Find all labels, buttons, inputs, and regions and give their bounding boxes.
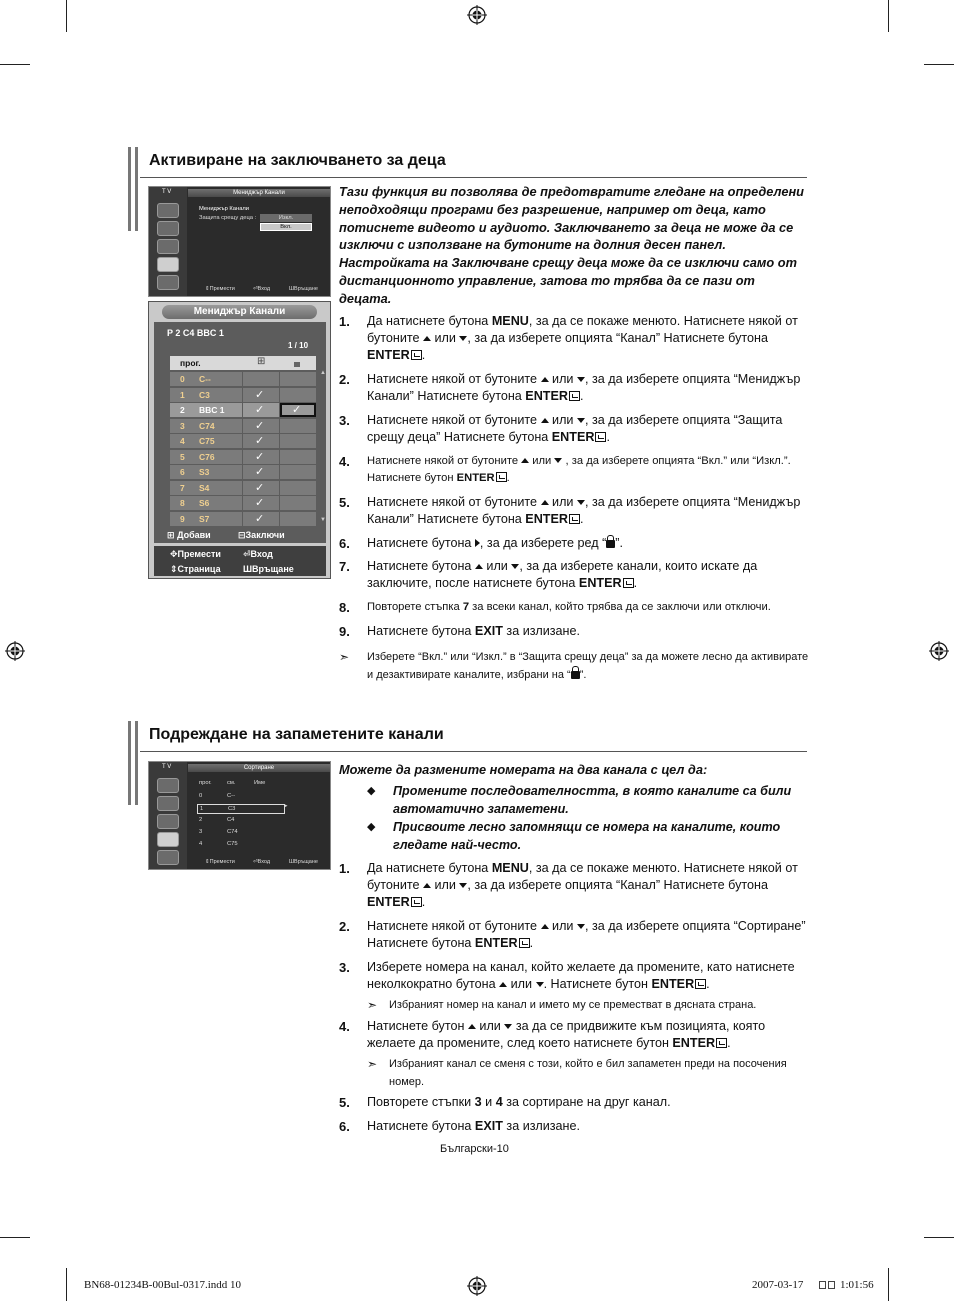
osd-menu-title: Мениджър Канали <box>199 206 250 212</box>
channel-name: C74 <box>227 829 238 835</box>
sort-row[interactable] <box>197 840 285 850</box>
channel-number: 0 <box>180 374 185 384</box>
channel-row[interactable] <box>170 434 316 448</box>
bullet-text: Промените последователността, в която каналите са били автоматично запаметени. <box>393 784 792 816</box>
step-text: Натиснете бутона или , за да изберете канали, които искате да заключите, после натиснете бутона ENTER . <box>367 559 758 590</box>
move-icon: ⇕ <box>205 286 210 292</box>
step-text: Натиснете бутона , за да изберете ред “ ”. <box>367 536 623 550</box>
scroll-up-icon[interactable]: ▲ <box>320 370 326 376</box>
setup-menu-icon <box>157 832 179 847</box>
footer-file: BN68-01234B-00Bul-0317.indd 10 <box>84 1279 242 1291</box>
osd-list-footer <box>154 546 326 576</box>
step-number: 6. <box>339 536 350 551</box>
note-arrow-icon: ➣ <box>367 998 378 1012</box>
section-title-bar-stripe <box>131 147 135 231</box>
osd-sort-menu <box>148 761 331 870</box>
add-check-icon[interactable]: ✓ <box>255 419 265 432</box>
add-column-icon: ⊞ <box>257 356 266 367</box>
osd-footer-enter: Вход <box>257 859 271 865</box>
osd-footer-return: Връщане <box>294 859 318 865</box>
osd-child-lock-label: Защита срещу деца : <box>199 215 257 221</box>
step-number: 8. <box>339 600 350 615</box>
step-text: Да натиснете бутона MENU, за да се покаже менюто. Натиснете някой от бутоните или , за да изберете опцията “Канал” Натиснете бутона ENTER . <box>367 314 798 362</box>
lock-column-icon <box>294 362 300 367</box>
channel-number: 6 <box>180 467 185 477</box>
channel-name: BBC 1 <box>199 405 225 415</box>
channel-name: C74 <box>199 420 215 431</box>
channel-row[interactable] <box>170 450 316 464</box>
crop-mark <box>66 0 67 32</box>
channel-number: 1 <box>200 806 204 812</box>
osd-col-name: Име <box>254 780 266 786</box>
bullet-text: Присвоите лесно запомнящи се номера на каналите, които гледате най-често. <box>393 820 781 852</box>
setup-menu-icon <box>157 257 179 272</box>
move-right-icon: ▸ <box>285 803 288 809</box>
crop-mark <box>0 64 30 65</box>
step-text: Да натиснете бутона MENU, за да се покаже менюто. Натиснете някой от бутоните или , за да изберете опцията “Канал” Натиснете бутона ENTER . <box>367 861 798 909</box>
channel-row[interactable] <box>170 372 316 386</box>
add-check-icon[interactable]: ✓ <box>255 497 265 509</box>
step-text: Повторете стъпки 3 и 4 за сортиране на друг канал. <box>367 1095 671 1109</box>
step-number: 2. <box>339 919 350 934</box>
scroll-down-icon[interactable]: ▼ <box>320 517 326 523</box>
sort-row[interactable] <box>197 792 285 802</box>
channel-row[interactable] <box>170 496 316 510</box>
move-icon: ⇕ <box>205 859 210 865</box>
input-menu-icon <box>157 275 179 290</box>
channel-row[interactable] <box>170 481 316 495</box>
diamond-bullet-icon: ◆ <box>367 821 376 833</box>
sort-row[interactable] <box>197 816 285 826</box>
section-rule <box>140 177 807 178</box>
osd-footer-enter: Вход <box>257 286 271 292</box>
osd-option-on[interactable]: Вкл. <box>260 223 312 231</box>
note-text: Избраният канал се сменя с този, който е бил запаметен преди на посочения номер. <box>389 1058 787 1088</box>
channel-number: 9 <box>180 513 185 524</box>
channel-name: S4 <box>199 482 210 493</box>
step-number: 2. <box>339 372 350 387</box>
page-number: Български-10 <box>440 1143 509 1155</box>
crop-mark <box>66 1268 67 1301</box>
section-title-bar-stripe <box>131 721 135 805</box>
channel-name: C76 <box>199 451 215 462</box>
step-number: 1. <box>339 861 350 876</box>
osd-footer-move: Премести <box>209 286 235 292</box>
registration-mark-icon <box>5 641 25 661</box>
osd-header: Мениджър Канали <box>188 189 330 197</box>
enter-icon: ⏎ <box>253 859 258 865</box>
step-number: 3. <box>339 413 350 428</box>
osd-channel-manager-list <box>148 301 331 579</box>
add-check-icon[interactable]: ✓ <box>255 435 265 447</box>
footer-glyph-box <box>828 1281 835 1289</box>
step-text: Натиснете бутона EXIT за излизане. <box>367 1119 580 1133</box>
channel-name: S3 <box>199 467 210 477</box>
crop-mark <box>888 1268 889 1301</box>
step-text: Натиснете някой от бутоните или , за да изберете опцията “Мениджър Канали” Натиснете бутона ENTER . <box>367 372 801 403</box>
step-text: Повторете стъпка 7 за всеки канал, който трябва да се заключи или отключи. <box>367 601 771 613</box>
step-text: Изберете номера на канал, който желаете да промените, като натиснете неколкократно бутона или . Натиснете бутон ENTER . <box>367 960 795 991</box>
note-arrow-icon: ➣ <box>367 1057 378 1071</box>
channel-row[interactable] <box>170 403 316 417</box>
channel-number: 3 <box>180 420 185 431</box>
add-icon: ⊞ <box>167 530 175 540</box>
step-number: 5. <box>339 1095 350 1110</box>
crop-mark <box>888 0 889 32</box>
osd-channel-manager-menu <box>148 186 331 297</box>
channel-number: 5 <box>180 451 185 462</box>
step-number: 6. <box>339 1119 350 1134</box>
channel-row[interactable] <box>170 388 316 402</box>
step-text: Натиснете бутон или за да се придвижите към позицията, която желаете да промените, след което натиснете бутон ENTER . <box>367 1019 766 1050</box>
channel-name: S6 <box>199 498 210 508</box>
sort-row[interactable] <box>197 804 285 814</box>
input-menu-icon <box>157 850 179 865</box>
step-text: Натиснете бутона EXIT за излизане. <box>367 624 580 638</box>
channel-name: C4 <box>227 817 235 823</box>
channel-number: 8 <box>180 498 185 508</box>
osd-current-channel: P 2 C4 BBC 1 <box>167 328 224 338</box>
crop-mark <box>924 1237 954 1238</box>
osd-list-header <box>170 356 316 370</box>
osd-header: Сортиране <box>188 764 330 772</box>
channel-number: 0 <box>199 793 203 799</box>
crop-mark <box>0 1237 30 1238</box>
channel-name: C75 <box>199 436 215 446</box>
osd-tv-label: T V <box>162 764 172 770</box>
section-rule <box>140 751 807 752</box>
registration-mark-icon <box>929 641 949 661</box>
add-check-icon[interactable]: ✓ <box>255 466 265 478</box>
move-icon: ✥ <box>170 549 178 559</box>
step-number: 5. <box>339 495 350 510</box>
step-text: Натиснете някой от бутоните или , за да изберете опцията “Вкл.” или “Изкл.”. Натиснете бутон ENTER . <box>367 455 791 484</box>
crop-mark <box>924 64 954 65</box>
channel-number: 3 <box>199 829 203 835</box>
step-number: 1. <box>339 314 350 329</box>
add-check-icon[interactable]: ✓ <box>255 481 265 494</box>
osd-col-prog: прог. <box>199 780 212 786</box>
add-check-icon[interactable]: ✓ <box>255 404 265 416</box>
channel-name: C-- <box>199 374 211 384</box>
channel-row[interactable] <box>170 419 316 433</box>
footer-date: 2007-03-17 <box>752 1279 804 1291</box>
channel-number: 4 <box>180 436 185 446</box>
return-icon: Ш <box>289 859 295 865</box>
channel-number: 2 <box>180 405 185 415</box>
section-title-child-lock: Активиране на заключването за деца <box>149 152 446 169</box>
step-text: Натиснете някой от бутоните или , за да изберете опцията “Сортиране” Натиснете бутона ENTER . <box>367 919 806 950</box>
osd-move: Премести <box>177 549 221 559</box>
osd-return: Връщане <box>252 564 294 574</box>
osd-tv-label: T V <box>162 189 172 195</box>
section1-note-text: Изберете “Вкл.” или “Изкл.” в “Защита срещу деца” за да можете лесно да активирате и дезактивирате каналите, избрани на “ ”. <box>367 651 809 681</box>
add-check-icon[interactable]: ✓ <box>255 450 265 463</box>
page-icon: ⇕ <box>170 564 178 574</box>
osd-col-swap: см. <box>227 780 236 786</box>
osd-list-panel <box>154 322 326 543</box>
channel-row[interactable] <box>170 512 316 526</box>
picture-menu-icon <box>157 203 179 218</box>
return-icon: Ш <box>243 564 253 574</box>
channel-menu-icon <box>157 239 179 254</box>
osd-col-prog: прог. <box>180 358 201 368</box>
osd-page-indicator: 1 / 10 <box>288 341 309 350</box>
channel-name: C3 <box>228 806 236 812</box>
sort-row[interactable] <box>197 828 285 838</box>
footer-glyph-box <box>819 1281 826 1289</box>
channel-row[interactable] <box>170 465 316 479</box>
picture-menu-icon <box>157 778 179 793</box>
note-arrow-icon: ➣ <box>339 650 350 664</box>
osd-option-off[interactable]: Изкл. <box>260 214 312 222</box>
lock-check-icon[interactable]: ✓ <box>292 404 302 416</box>
channel-name: C75 <box>227 841 238 847</box>
step-text: Натиснете някой от бутоните или , за да изберете опцията “Защита срещу деца” Натиснете бутона ENTER . <box>367 413 783 444</box>
lock-icon: ⊟ <box>238 530 246 540</box>
osd-lock-label: Заключи <box>245 530 285 540</box>
step-number: 4. <box>339 1019 350 1034</box>
osd-footer-move: Премести <box>209 859 235 865</box>
diamond-bullet-icon: ◆ <box>367 785 376 797</box>
step-number: 7. <box>339 559 350 574</box>
add-check-icon[interactable]: ✓ <box>255 512 265 525</box>
channel-number: 2 <box>199 817 203 823</box>
note-text: Избраният номер на канал и името му се преместват в дясната страна. <box>389 999 757 1011</box>
osd-footer-return: Връщане <box>294 286 318 292</box>
channel-name: S7 <box>199 513 210 524</box>
step-number: 4. <box>339 454 350 469</box>
section-title-sort: Подреждане на запаметените канали <box>149 726 444 743</box>
enter-icon: ⏎ <box>243 549 251 559</box>
section1-intro: Тази функция ви позволява де предотвратите гледане на определени неподходящи програми без разрешение, например от деца, като потиснете видеото и аудиото. Заключването за деца не може да се изключи с използване на бутоните на долния десен панел. Настройката на Заключване срещу деца може да се изключи само от дистанционното управление, затова то трябва да се пази от децата. <box>339 184 804 306</box>
registration-mark-icon <box>467 1276 487 1296</box>
osd-list-title: Мениджър Канали <box>162 305 317 319</box>
osd-add-label: Добави <box>177 530 211 540</box>
osd-page: Страница <box>177 564 221 574</box>
footer-time: 1:01:56 <box>840 1279 874 1291</box>
osd-enter: Вход <box>250 549 273 559</box>
sound-menu-icon <box>157 221 179 236</box>
channel-number: 1 <box>180 389 185 400</box>
add-check-icon[interactable]: ✓ <box>255 388 265 401</box>
step-text: Натиснете някой от бутоните или , за да изберете опцията “Мениджър Канали” Натиснете бутона ENTER . <box>367 495 801 526</box>
channel-name: C-- <box>227 793 236 799</box>
channel-number: 4 <box>199 841 203 847</box>
channel-menu-icon <box>157 814 179 829</box>
section2-intro: Можете да размените номерата на два канала с цел да: <box>339 762 708 777</box>
channel-name: C3 <box>199 389 210 400</box>
return-icon: Ш <box>289 286 295 292</box>
step-number: 9. <box>339 624 350 639</box>
channel-number: 7 <box>180 482 185 493</box>
registration-mark-icon <box>467 5 487 25</box>
sound-menu-icon <box>157 796 179 811</box>
enter-icon: ⏎ <box>253 286 258 292</box>
step-number: 3. <box>339 960 350 975</box>
